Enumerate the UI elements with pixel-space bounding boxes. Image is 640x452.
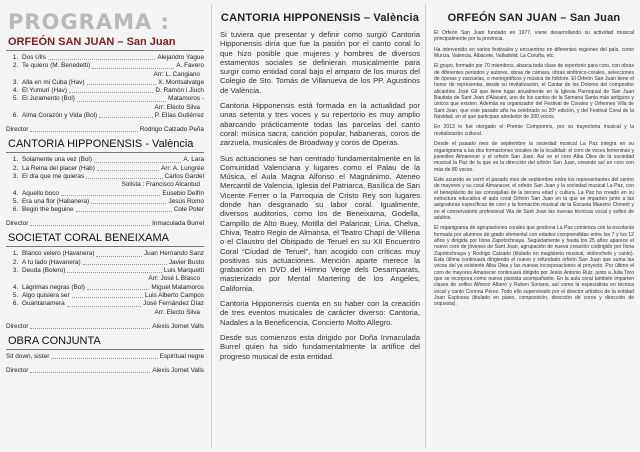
orfeon-column xyxy=(426,0,640,452)
leader-dots xyxy=(99,112,153,118)
piece-row xyxy=(22,54,204,62)
piece-list xyxy=(6,250,204,316)
piece-list xyxy=(6,54,204,120)
piece-composer: Luis Alberto Campos xyxy=(145,291,204,299)
piece-composer: Carlos Gardel xyxy=(164,172,204,180)
piece-title: 6. Alma Corazón y Vida (Bol) xyxy=(22,112,98,120)
leader-dots xyxy=(92,62,174,68)
piece-row xyxy=(22,284,204,292)
leader-dots xyxy=(87,79,157,85)
director-label: Director xyxy=(6,322,29,330)
piece-item xyxy=(20,198,204,206)
piece-item xyxy=(20,79,204,87)
piece-composer: A. Favero xyxy=(176,62,204,70)
piece-title: 1. Dos Ulls xyxy=(22,54,46,61)
director-label: Director xyxy=(6,366,29,374)
piece-row xyxy=(22,190,204,198)
piece-title: 5. El Juramento (Bol) xyxy=(22,95,75,103)
leader-dots xyxy=(77,95,166,101)
piece-composer: X. Montsalvatge xyxy=(158,78,204,86)
leader-dots xyxy=(51,353,157,359)
section-divider xyxy=(6,349,204,350)
piece-title: 3. Deuda (Bolero) xyxy=(22,267,66,275)
program-section xyxy=(6,36,204,134)
piece-composer: P. Elías Gutiérrez xyxy=(154,112,204,120)
piece-item xyxy=(20,165,204,173)
leader-dots xyxy=(30,126,137,132)
orfeon-paragraph: El grupo, formado por 70 miembros, abarca toda clase de repertorio para coro, con obras de diferentes periodos y autores, obras de cámara, obras sinfónico-corales, selecciones de óperas y zarzuelas, o monográficos y música de folklore. El Orfeón San Juan tiene el honor de representar, desde su revitalización, el Cantar de los Dolores del compositor alicantino José Gil que tiene lugar anualmente en la Iglesia Parroquial de San Juan Bautista de Sant Joan d'Alacant, uno de los cantos de la Semana Santa más antiguos y únicos que existen. Además es organizador del Festival de Corales y Orfeones Villa de Sant Joan, que este pasado año ha celebrado su 20ª edición, y del Festival Coral de la Navidad, en el que participan alrededor de 200 voces. xyxy=(434,63,634,121)
piece-title: 2. Te quiero (M. Benedetti) xyxy=(22,62,91,70)
orfeon-paragraph: El Orfeón San Juan fundado en 1977, viene desarrollando su actividad musical principalmente por la provincia. xyxy=(434,30,634,43)
piece-composer: Luis Marquetti xyxy=(163,267,204,275)
obra-director-row xyxy=(6,367,204,375)
piece-item xyxy=(20,206,204,214)
piece-item xyxy=(20,300,204,317)
director-row xyxy=(6,126,204,134)
leader-dots xyxy=(76,206,172,212)
section-divider xyxy=(6,50,204,51)
orfeon-paragraph: Ha intervenido en varios festivales y encuentros en diferentes regiones del país, como Murcia, Valencia, Albacete, Valladolid, La Coruña, etc. xyxy=(434,46,634,60)
piece-title: 4. Lágrimas negras (Bol) xyxy=(22,283,85,291)
director-label: Director xyxy=(6,220,29,228)
director-row xyxy=(6,323,204,331)
piece-item xyxy=(20,250,204,258)
piece-title: 4. Aquello boco xyxy=(22,189,59,197)
cantoria-column xyxy=(212,0,426,452)
piece-row xyxy=(22,267,204,275)
piece-composer: Jesús Romo xyxy=(168,197,204,205)
leader-dots xyxy=(72,292,143,298)
leader-dots xyxy=(86,173,162,179)
leader-dots xyxy=(30,323,150,329)
piece-item xyxy=(20,87,204,95)
piece-composer: D. Ramón i Jiuch xyxy=(155,87,204,95)
section-divider xyxy=(6,246,204,247)
piece-composer: Matamoros - xyxy=(168,95,204,103)
piece-title: 5. Algo quisiera ser xyxy=(22,291,70,299)
leader-dots xyxy=(48,54,156,60)
leader-dots xyxy=(61,190,160,196)
orfeon-paragraph: En 2013 le fue otorgado el Premio Compromís, por su trayectoria musical y la revitalización cultural. xyxy=(434,124,634,137)
orfeon-paragraph: El organigrama de agrupaciones corales que gestiona La Paz comienza con la escolanía formada por alumnos de grado elemental con edades comprendidas entre los 7 y los 12 años y dirigida por Ilona Zapotochnaya. Seguidamente y hasta los 25 años aparece el nuevo coro de jóvenes de Sant Joan, agrupación de nueva creación codirigido por Ilona Zapotochnaya y Rodrigo Calzado (titulado en magisterio musical, violonchelo y canto). Esta última continuará dirigiendo el nuevo y refundado orfeón San Juan que suma las voces del ya existente Alba Olea y las nuevas incorporaciones al proyecto. Por último el coro de mayores Amanecer continuará dirigido por Jesús Antonio Ruiz, junto a Julia Toro que se incorpora como nueva pianista acompañante. En la aula coral también imparten clases de solfeo Alfonso Albero y Ruben Soriano, así como la especialista en técnica vocal y canto Corinna Pérez. Todo ello supervisado por el director artístico de la entidad Joan Espinosa (titulado en piano, composición, dirección de coros y dirección de orquesta). xyxy=(434,225,634,308)
piece-title: 2. A tu lado (Havanera) xyxy=(22,258,81,266)
orfeon-heading: ORFEÓN SAN JUAN – San Juan xyxy=(447,12,621,24)
piece-title: 3. El día que me quieras xyxy=(22,172,85,180)
section-title: CANTORIA HIPPONENSIS - València xyxy=(8,138,194,151)
leader-dots xyxy=(67,267,162,273)
leader-dots xyxy=(67,300,142,306)
piece-list xyxy=(6,156,204,214)
piece-arranger: Arr: José L Blasco xyxy=(148,275,200,283)
piece-composer: Alejandro Yague xyxy=(157,54,204,61)
piece-title: 1. Blanco velero (Havanera) xyxy=(22,250,95,258)
obra-conjunta-title: OBRA CONJUNTA xyxy=(8,334,101,347)
piece-composer: José Fernández Díaz xyxy=(143,300,204,308)
leader-dots xyxy=(96,250,141,256)
piece-row xyxy=(22,250,204,258)
piece-title: 5. Era una flor (Habanera) xyxy=(22,197,90,205)
leader-dots xyxy=(97,165,159,171)
piece-row xyxy=(22,206,204,214)
piece-composer: Arr: A. Lungrée xyxy=(161,164,204,172)
piece-item xyxy=(20,95,204,112)
piece-composer: Cole Poter xyxy=(173,206,204,214)
director-name: Alexis Jornet Valls xyxy=(152,322,204,330)
director-name: Rodrigo Calzado Peña xyxy=(139,126,204,134)
leader-dots xyxy=(91,198,166,204)
obra-conjunta-section xyxy=(6,335,204,375)
piece-row xyxy=(22,259,204,267)
piece-item xyxy=(20,156,204,164)
orfeon-paragraph: Este acuerdo se cerró el pasado mes de septiembre entre los representantes del centro de mayores y su coral Almanecer, el orfeón San Juan y la sociedad musical La Paz, con el beneplácito de las concejalías de la tercera edad y cultura. La Paz ha creado en su estructura educativa el aula coral Orfeón San Juan en la que se imparten junto a las asignaturas específicas de coro y la formación musical de la Escuela Maestro Climent y en el conservatorio profesional Vila de Sant Joan las nuevas técnicas vocal y solfeo de adultos. xyxy=(434,176,634,221)
program-section xyxy=(6,138,204,228)
piece-row xyxy=(22,156,204,164)
piece-composer: A. Lara xyxy=(183,156,204,164)
piece-item xyxy=(20,173,204,190)
piece-item xyxy=(20,259,204,267)
program-section xyxy=(6,232,204,330)
piece-composer: Javier Busto xyxy=(168,258,204,266)
piece-composer: Juan Hernando Sanz xyxy=(143,250,204,258)
section-title: SOCIETAT CORAL BENEIXAMA xyxy=(8,232,169,245)
leader-dots xyxy=(94,156,181,162)
piece-composer: Eusebio Delfín xyxy=(162,189,204,197)
director-name: Inmaculada Burrel xyxy=(152,220,204,228)
leader-dots xyxy=(30,367,150,373)
piece-row xyxy=(22,62,204,70)
piece-arranger: Arr: Electo Silva xyxy=(154,103,200,111)
program-sections xyxy=(6,36,204,331)
piece-arranger: Solista : Francisco Alcantud xyxy=(121,181,200,189)
obra-piece-composer: Espiritual negre xyxy=(159,352,204,360)
piece-title: 6. Begin the beguine xyxy=(22,206,74,214)
cantoria-paragraph: Sus actuaciones se han centrado fundamentalmente en la Comunidad Valenciana y lugares como el Palau de la Música, el Aula Magna Alfonso el Magnánimo, Ateneo Mercantil de Valencia, Iglesia del Patriarca, Basílica de San Vicente Ferrer o la Parroquia de Cristo Rey son lugares donde han desgranado su labor coral. Igualmente, diversos auditorios, como los de Beneixama, Godella, Campillo de Alto Buey, Motilla del Palancar, Liria, Chelva, Chiva, Teatro Regio de Almansa, el Teatro Chapí de Villena o el Claustro del Obispado de Teruel en su XII Encuentro Coral “Ciudad de Teruel”, han acogido con críticas muy positivas sus actuaciones. Mención aparte merece la grabación en DVD del Himno Verge dels Desamparats, masterizado por Mental Martering de los Angeles, California. xyxy=(220,153,420,293)
section-title: ORFEÓN SAN JUAN – San Juan xyxy=(8,36,176,48)
programa-column xyxy=(0,0,210,452)
obra-director-name: Alexis Jornet Valls xyxy=(152,366,204,374)
piece-item xyxy=(20,267,204,284)
leader-dots xyxy=(30,220,150,226)
piece-row xyxy=(22,87,204,95)
piece-arranger: Arr: Electo Silva xyxy=(154,308,200,316)
programa-title: PROGRAMA : xyxy=(8,10,170,34)
piece-row xyxy=(22,79,204,87)
piece-item xyxy=(20,62,204,79)
cantoria-paragraph: Si tuviera que presentar y definir como surgió Cantoria Hipponensis diría que fue la pasión por el canto coral lo que hizo posible que mujeres y hombres de diversos estamentos sociales se definieran musicalmente para surgir como entidad coral bajo el amparo de los muros del Colegio de Sto. Tomás de Villanueva de los PP. Agustinos de València. xyxy=(220,30,420,95)
obra-piece-title: Sit down, sister xyxy=(6,352,50,360)
piece-arranger: Arr: L. Cangiano xyxy=(153,70,200,78)
piece-item xyxy=(20,190,204,198)
piece-title: 2. La Reina del placer (Hab) xyxy=(22,164,95,172)
cantoria-paragraph: Cantoria Hipponensis está formada en la actualidad por unas setenta y tres voces y su repertorio es muy amplio abarcando prácticamente todas las parcelas del canto coral: música sacra, canción popular, habaneras, coros de zarzuela, musicales de Broadway y coros de Operas. xyxy=(220,101,420,148)
piece-item xyxy=(20,54,204,62)
piece-item xyxy=(20,292,204,300)
piece-row xyxy=(22,95,204,103)
piece-item xyxy=(20,284,204,292)
piece-title: 4. El Yumurí (Hav) xyxy=(22,87,67,95)
director-label: Director xyxy=(6,126,29,134)
piece-row xyxy=(22,173,204,181)
leader-dots xyxy=(69,87,153,93)
cantoria-paragraph: Desde sus comienzos esta dirigido por Doña Inmaculada Burrel quien ha sido fundamentalmente la artífice del progreso musical de esta entidad. xyxy=(220,332,420,361)
director-row xyxy=(6,220,204,228)
piece-item xyxy=(20,112,204,120)
piece-row xyxy=(22,300,204,308)
section-divider xyxy=(6,152,204,153)
piece-row xyxy=(22,292,204,300)
piece-row xyxy=(22,198,204,206)
obra-piece-row xyxy=(6,353,204,361)
piece-title: 6. Guantanamera xyxy=(22,300,65,308)
leader-dots xyxy=(83,259,167,265)
piece-title: 3. Alla en mi Cuba (Hav) xyxy=(22,78,85,86)
leader-dots xyxy=(87,284,150,290)
piece-row xyxy=(22,165,204,173)
piece-title: 1. Solamente una vez (Bol) xyxy=(22,156,92,164)
cantoria-heading: CANTORIA HIPPONENSIS – València xyxy=(220,12,420,24)
orfeon-paragraph: Desde el pasado mes de septiembre la sociedad musical La Paz integra en su organigrama a las dos formaciones vocales de la localidad: el coro de voces femeninas y juveniles Almanecer y el orfeón San Juan. Así ve el coro Alba Olea de la sociedad musical la Paz de la que es la dirección del orfeón San Juan, creando así un coro con más de 80 voces. xyxy=(434,141,634,173)
cantoria-paragraph: Cantoria Hipponensis cuenta en su haber con la creación de tres eventos musicales de carácter diverso: Cantoria, Nadales a la Beneficencia, Concierto Molto Allegro. xyxy=(220,299,420,327)
piece-row xyxy=(22,112,204,120)
piece-composer: Miguel Matamoros xyxy=(151,283,204,291)
